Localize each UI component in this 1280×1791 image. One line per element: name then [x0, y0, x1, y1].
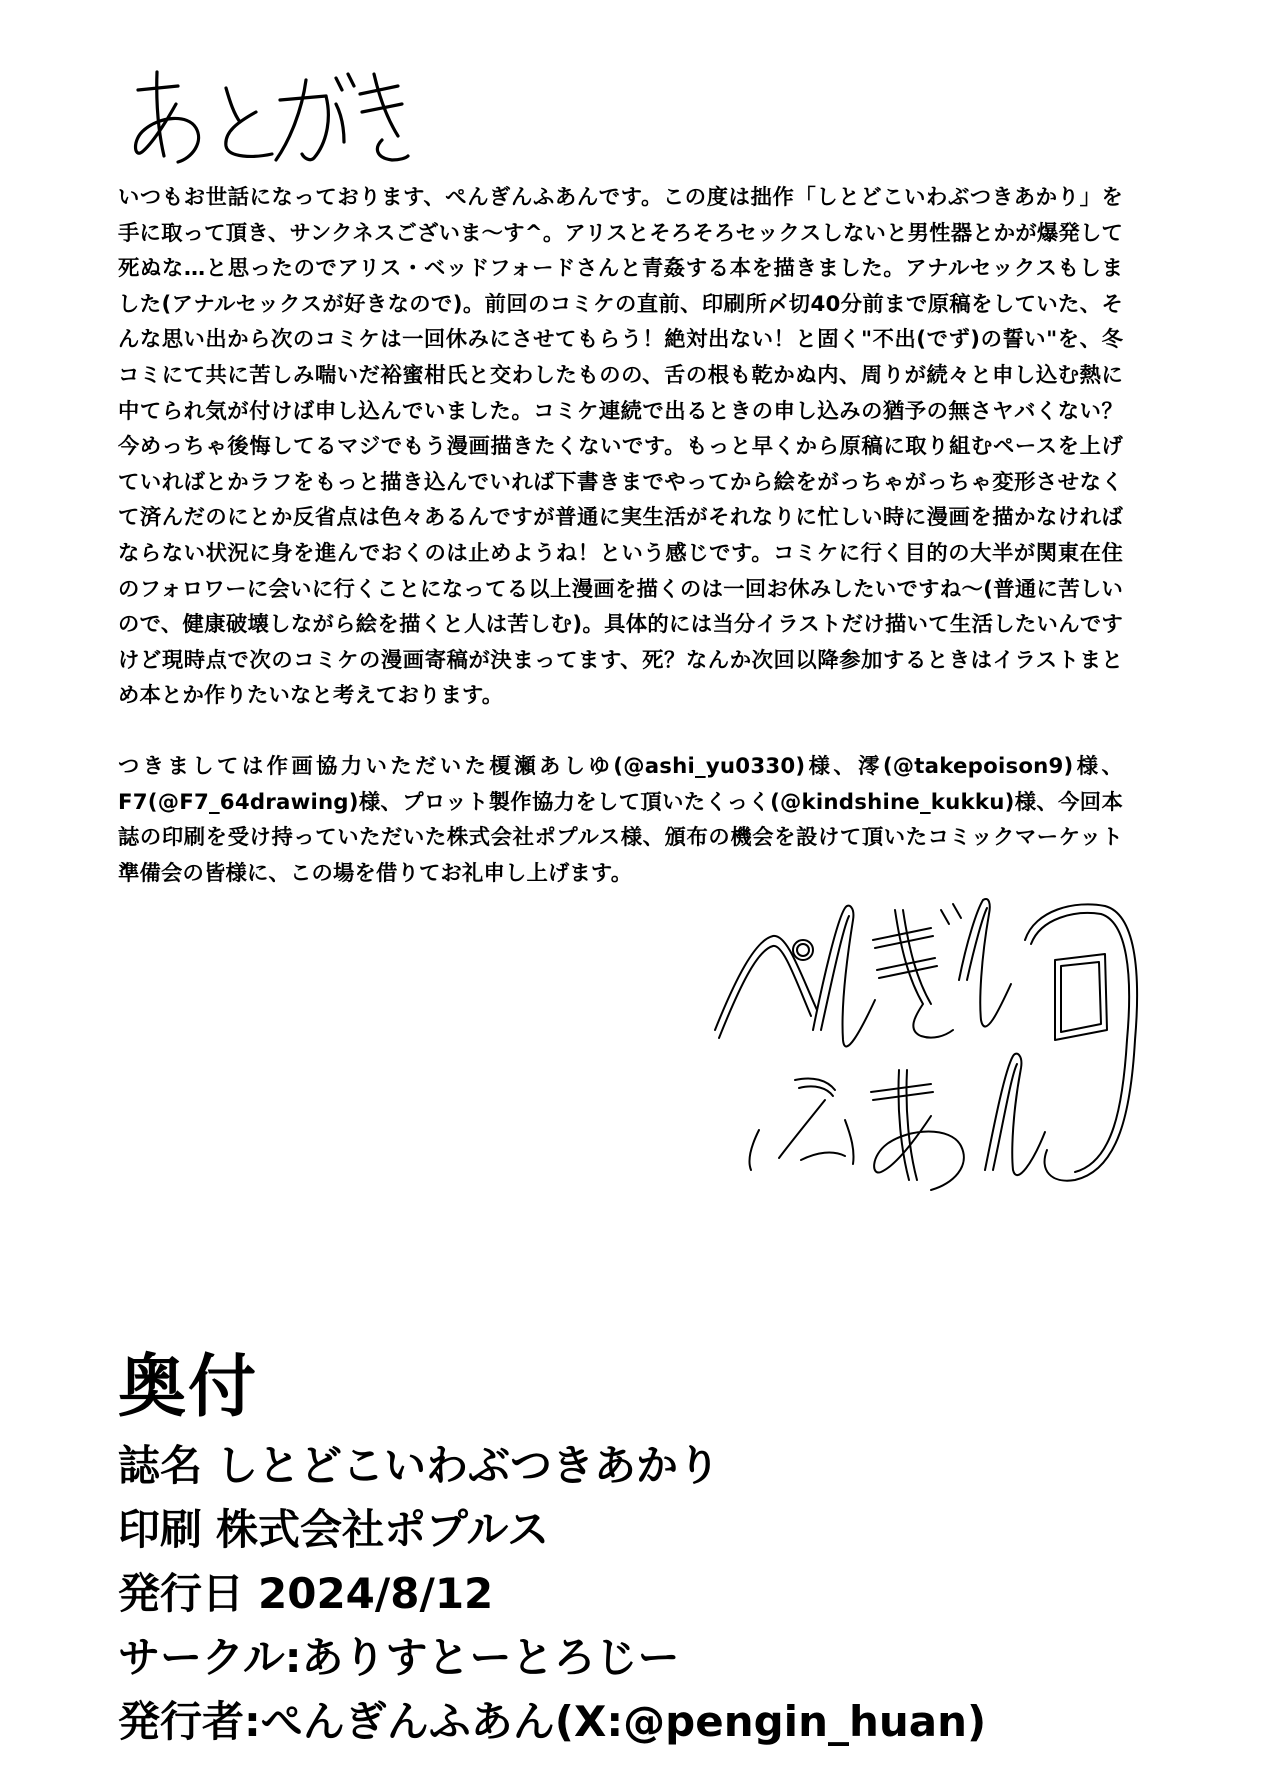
colophon-label: 発行者: [118, 1697, 261, 1746]
colophon-line-title [118, 1434, 1218, 1498]
colophon-line-publisher [118, 1690, 1218, 1754]
afterword-paragraph-thanks: つきましては作画協力いただいた榎瀬あしゆ(@ashi_yu0330)様、澪(@takepoison9)様、F7(@F7_64drawing)様、プロット製作協力をして頂いたくっく(@kindshine_kukku)様、今回本誌の印刷を受け持っていただいた株式会社ポプルス様、頒布の機会を設けて頂いたコミックマーケット準備会の皆様に、この場を借りてお礼申し上げます。 [118, 753, 1123, 886]
afterword-heading-handwritten [130, 60, 410, 170]
colophon-value: ぺんぎんふあん(X:@pengin_huan) [260, 1697, 987, 1746]
colophon-value: ありすとーとろじー [301, 1633, 680, 1682]
colophon-label: 印刷 [118, 1505, 203, 1554]
colophon [118, 1348, 1218, 1754]
colophon-title: 奥付 [118, 1348, 259, 1427]
colophon-line-date [118, 1562, 1218, 1626]
signature-handwritten [695, 880, 1145, 1200]
colophon-label: 誌名 [118, 1441, 203, 1490]
colophon-value: しとどこいわぶつきあかり [216, 1441, 721, 1490]
afterword-paragraph-main: いつもお世話になっております、ぺんぎんふあんです。この度は拙作「しとどこいわぶつきあかり」を手に取って頂き、サンクネスございま〜す^。アリスとそろそろセックスしないと男性器とかが爆発して死ぬな…と思ったのでアリス・ベッドフォードさんと青姦する本を描きました。アナルセックスもしました(アナルセックスが好きなので)。前回のコミケの直前、印刷所〆切40分前まで原稿をしていた、そんな思い出から次のコミケは一回休みにさせてもらう！絶対出ない！と固く"不出(でず)の誓い"を、冬コミにて共に苦しみ喘いだ裕蜜柑氏と交わしたものの、舌の根も乾かぬ内、周りが続々と申し込む熱に中てられ気が付けば申し込んでいました。コミケ連続で出るときの申し込みの猶予の無さヤバくない？今めっちゃ後悔してるマジでもう漫画描きたくないです。もっと早くから原稿に取り組むペースを上げていればとかラフをもっと描き込んでいれば下書きまでやってから絵をがっちゃがっちゃ変形させなくて済んだのにとか反省点は色々あるんですが普通に実生活がそれなりに忙しい時に漫画を描かなければならない状況に身を進んでおくのは止めようね！という感じです。コミケに行く目的の大半が関東在住のフォロワーに会いに行くことになってる以上漫画を描くのは一回お休みしたいですね〜(普通に苦しいので、健康破壊しながら絵を描くと人は苦しむ)。具体的には当分イラストだけ描いて生活したいんですけど現時点で次のコミケの漫画寄稿が決まってます、死？なんか次回以降参加するときはイラストまとめ本とか作りたいなと考えております。 [118, 185, 1123, 709]
colophon-value: 株式会社ポプルス [216, 1505, 550, 1554]
colophon-line-printer [118, 1498, 1218, 1562]
colophon-label: 発行日 [118, 1569, 245, 1618]
colophon-value: 2024/8/12 [258, 1569, 494, 1618]
colophon-line-circle [118, 1626, 1218, 1690]
afterword-body [118, 180, 1123, 891]
colophon-label: サークル: [118, 1633, 302, 1682]
